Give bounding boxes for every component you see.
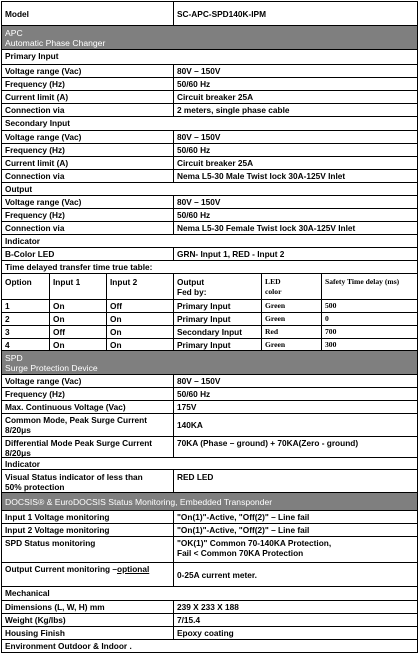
col-input-1: Input 1 [49,274,106,299]
table-cell: Voltage range (Vac) [5,132,82,142]
table-cell: Off [106,300,173,312]
table-cell: 50/60 Hz [173,388,417,400]
table-cell: On [49,300,106,312]
table-cell: 2 meters, single phase cable [173,104,417,116]
table-cell [2,437,173,457]
table-row [1,326,418,339]
table-cell: 50/60 Hz [173,144,417,156]
table-cell: RED LED [173,470,417,492]
cell-text: color [265,287,282,296]
table-cell: On [106,313,173,325]
table-cell: On [49,339,106,350]
table-row [1,313,418,326]
table-cell: 300 [321,339,417,350]
table-cell: Secondary Input [5,118,71,128]
secondary-voltage-row [1,131,418,144]
secondary-input-title [1,117,418,131]
spd-differential-mode-row [1,437,418,458]
table-cell: Housing Finish [5,628,65,638]
col-safety-delay: Safety Time delay (ms) [321,274,417,299]
table-cell: Max. Continuous Voltage (Vac) [5,402,126,412]
output-voltage-row [1,196,418,209]
table-cell: Primary Input [5,51,59,61]
spd-section-header [1,351,418,375]
output-current-monitoring-row [1,563,418,587]
table-cell: 80V – 150V [173,375,417,387]
cell-text: Fed by: [177,287,207,297]
cell-text: Output Current monitoring – [5,564,117,574]
table-cell: Connection via [5,105,65,115]
table-cell: Green [261,339,321,350]
table-cell: Primary Input [173,339,261,350]
transfer-table-title [1,261,418,274]
secondary-connection-row [1,170,418,183]
cell-text: Common Mode, Peak Surge Current [5,415,147,425]
table-cell: Frequency (Hz) [5,79,65,89]
cell-text: Differential Mode Peak Surge Current [5,438,153,448]
cell-text: optional [117,564,150,574]
table-cell: 140KA [173,414,417,436]
table-cell: 4 [5,340,10,350]
table-cell: 70KA (Phase – ground) + 70KA(Zero - ground) [173,437,417,457]
model-value: SC-APC-SPD140K-IPM [173,2,417,25]
primary-frequency-row [1,78,418,91]
table-cell: Epoxy coating [173,627,417,639]
table-cell: Frequency (Hz) [5,389,65,399]
table-cell: 0-25A current meter. [173,563,417,586]
cell-text: 50% protection [5,482,65,492]
table-cell: Frequency (Hz) [5,210,65,220]
table-cell: Frequency (Hz) [5,145,65,155]
table-cell: B-Color LED [5,249,55,259]
col-input-2: Input 2 [106,274,173,299]
table-cell: Weight (Kg/lbs) [5,615,66,625]
table-cell: 50/60 Hz [173,209,417,221]
output-frequency-row [1,209,418,222]
table-cell: Dimensions (L, W, H) mm [5,602,105,612]
cell-text: 8/20μs [5,425,31,435]
table-cell: "On(1)"-Active, "Off(2)" – Line fail [173,511,417,523]
spd-subtitle: Surge Protection Device [5,363,98,373]
table-cell: Current limit (A) [5,158,69,168]
col-output [173,274,261,299]
transfer-table-header [1,274,418,300]
apc-subtitle: Automatic Phase Changer [5,38,106,48]
docsis-section-header [1,493,418,511]
model-row [1,1,418,26]
table-cell: Red [261,326,321,338]
table-cell: Environment Outdoor & Indoor . [5,641,132,651]
secondary-frequency-row [1,144,418,157]
table-cell: Connection via [5,223,65,233]
table-cell: Indicator [5,236,41,246]
table-cell: 239 X 233 X 188 [173,601,417,613]
table-cell: Circuit breaker 25A [173,157,417,169]
model-label: Model [5,8,29,19]
table-cell: Green [261,300,321,312]
spd-status-monitoring-row [1,537,418,563]
table-cell [2,470,173,492]
environment-row [1,640,418,653]
table-cell: 50/60 Hz [173,78,417,90]
table-cell: On [49,313,106,325]
table-cell: 7/15.4 [173,614,417,626]
table-cell: SPD Status monitoring [5,538,96,548]
cell-text: Visual Status indicator of less than [5,472,143,482]
input1-monitoring-row [1,511,418,524]
spd-visual-status-row [1,470,418,493]
table-cell: 80V – 150V [173,131,417,143]
weight-row [1,614,418,627]
table-cell: Time delayed transfer time true table: [5,262,153,272]
spd-max-voltage-row [1,401,418,414]
table-cell [2,351,417,374]
primary-current-row [1,91,418,104]
table-cell: 3 [5,327,10,337]
spd-title: SPD [5,353,23,363]
cell-text: "OK(1)" Common 70-140KA Protection, [177,538,332,548]
table-cell: Output [5,184,33,194]
output-title [1,183,418,196]
table-cell: 1 [5,301,10,311]
spd-common-mode-row [1,414,418,437]
table-cell: 500 [321,300,417,312]
table-cell: Primary Input [173,300,261,312]
spd-frequency-row [1,388,418,401]
table-row [1,300,418,313]
table-cell: 700 [321,326,417,338]
mechanical-title [1,587,418,601]
col-option: Option [5,277,32,287]
table-cell: On [106,326,173,338]
housing-finish-row [1,627,418,640]
primary-voltage-row [1,65,418,78]
output-connection-row [1,222,418,235]
spd-indicator-title [1,458,418,470]
input2-monitoring-row [1,524,418,537]
apc-title: APC [5,28,23,38]
table-cell: Mechanical [5,588,50,598]
table-cell: Nema L5-30 Male Twist lock 30A-125V Inlet [173,170,417,182]
table-cell: Voltage range (Vac) [5,376,82,386]
table-cell: Primary Input [173,313,261,325]
secondary-current-row [1,157,418,170]
table-cell: Nema L5-30 Female Twist lock 30A-125V Inlet [173,222,417,234]
cell-text: Fail < Common 70KA Protection [177,548,304,558]
cell-text: Output [177,277,205,287]
table-cell [2,563,173,586]
table-cell: 80V – 150V [173,65,417,77]
table-cell: Voltage range (Vac) [5,66,82,76]
table-cell: Connection via [5,171,65,181]
table-cell [2,414,173,436]
table-cell: Circuit breaker 25A [173,91,417,103]
table-cell [2,26,417,49]
table-cell: Current limit (A) [5,92,69,102]
table-cell: Off [49,326,106,338]
table-cell: Secondary Input [173,326,261,338]
docsis-title: DOCSIS® & EuroDOCSIS Status Monitoring, Embedded Transponder [5,496,273,507]
dimensions-row [1,601,418,614]
led-row [1,248,418,261]
cell-text: LED [265,277,281,286]
table-cell [173,537,417,562]
table-cell: 2 [5,314,10,324]
table-row [1,339,418,351]
table-cell: Indicator [5,459,41,469]
table-cell: GRN- Input 1, RED - Input 2 [173,248,417,260]
table-cell: 175V [173,401,417,413]
table-cell: 0 [321,313,417,325]
indicator-title [1,235,418,248]
col-led-color [261,274,321,299]
spd-voltage-row [1,375,418,388]
primary-connection-row [1,104,418,117]
cell-text: 8/20μs [5,448,31,457]
primary-input-title [1,50,418,65]
table-cell: 80V – 150V [173,196,417,208]
table-cell: Green [261,313,321,325]
table-cell: On [106,339,173,350]
table-cell: Input 2 Voltage monitoring [5,525,110,535]
table-cell: Voltage range (Vac) [5,197,82,207]
table-cell: "On(1)"-Active, "Off(2)" – Line fail [173,524,417,536]
table-cell: Input 1 Voltage monitoring [5,512,110,522]
apc-section-header [1,26,418,50]
